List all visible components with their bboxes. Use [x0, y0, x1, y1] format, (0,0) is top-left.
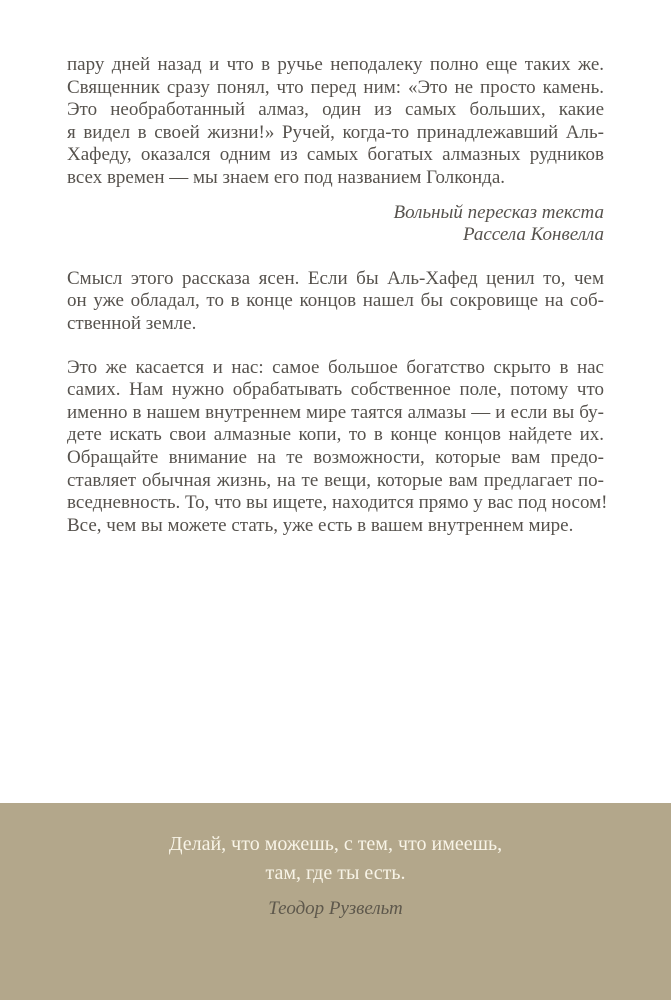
text-line: Вольный пересказ текста	[393, 201, 604, 223]
text-line: Хафеду, оказался одним из самых богатых алмазных рудников	[67, 144, 604, 166]
quote-attribution	[67, 202, 604, 247]
text-line: самих. Нам нужно обрабатывать собственное поле, потому что	[67, 379, 604, 401]
paragraph	[67, 54, 604, 190]
quote-text	[0, 830, 671, 888]
text-line: он уже обладал, то в конце концов нашел бы сокровище на соб-	[67, 290, 604, 312]
text-line: я видел в своей жизни!» Ручей, когда-то принадлежавший Аль-	[67, 121, 604, 143]
text-line: Это же касается и нас: самое большое богатство скрыто в нас	[67, 356, 604, 378]
text-line: Это необработанный алмаз, один из самых больших, какие	[67, 99, 604, 121]
paragraph	[67, 268, 604, 336]
text-line: вседневность. То, что вы ищете, находится прямо у вас под носом!	[67, 492, 608, 514]
text-line: ственной земле.	[67, 312, 197, 334]
text-line: дете искать свои алмазные копи, то в конце концов найдете их.	[67, 424, 604, 446]
text-line: именно в нашем внутреннем мире таятся алмазы — и если вы бу-	[67, 401, 604, 423]
bottom-quote-block	[0, 803, 671, 1000]
text-line: Рассела Конвелла	[462, 224, 604, 246]
text-line: Обращайте внимание на те возможности, которые вам предо-	[67, 446, 604, 468]
text-line: Все, чем вы можете стать, уже есть в вашем внутреннем мире.	[67, 514, 574, 536]
text-line: ставляет обычная жизнь, на те вещи, которые вам предлагает по-	[67, 469, 604, 491]
text-line: всех времен — мы знаем его под названием Голконда.	[67, 166, 506, 188]
text-line: пару дней назад и что в ручье неподалеку полно еще таких же.	[67, 54, 604, 75]
quote-author: Теодор Рузвельт	[268, 898, 403, 919]
paragraph	[67, 356, 608, 538]
text-line: Делай, что можешь, с тем, что имеешь,	[168, 833, 503, 855]
text-line: там, где ты есть.	[265, 862, 406, 884]
text-line: Священник сразу понял, что перед ним: «Это не просто камень.	[67, 76, 604, 98]
text-line: Смысл этого рассказа ясен. Если бы Аль-Хафед ценил то, чем	[67, 267, 604, 289]
